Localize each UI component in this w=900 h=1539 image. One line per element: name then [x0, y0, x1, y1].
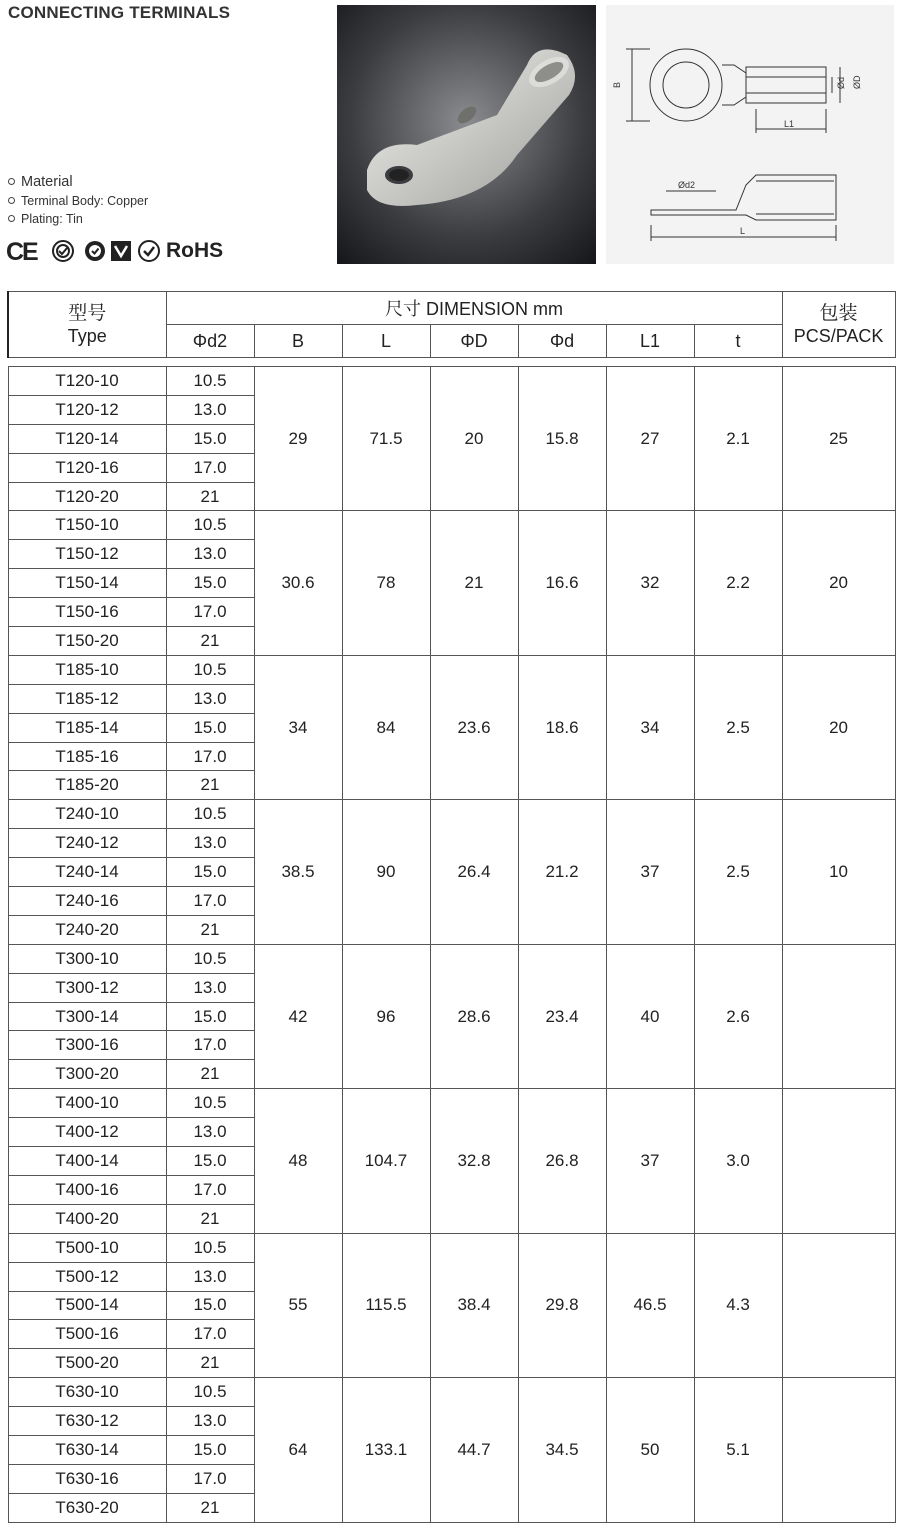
- table-row: [8, 1233, 895, 1262]
- cell-d2: 10.5: [166, 1233, 254, 1262]
- cell-l: 104.7: [342, 1089, 430, 1233]
- cell-pack: [782, 1378, 895, 1522]
- ccc-cert-icon: [52, 240, 74, 262]
- product-photo: [337, 5, 596, 264]
- cell-d2: 17.0: [166, 1320, 254, 1349]
- cell-type: T150-16: [8, 598, 166, 627]
- technical-drawing: [606, 5, 894, 264]
- cell-l1: 50: [606, 1378, 694, 1522]
- drawing-label-l: L: [740, 226, 746, 236]
- cell-b: 55: [254, 1233, 342, 1377]
- rohs-mark: RoHS: [166, 239, 224, 262]
- cell-d2: 10.5: [166, 1378, 254, 1407]
- cell-pack: [782, 944, 895, 1088]
- cell-type: T120-16: [8, 453, 166, 482]
- cell-d2: 17.0: [166, 1464, 254, 1493]
- cell-d2: 15.0: [166, 569, 254, 598]
- cell-pack: 20: [782, 511, 895, 655]
- cell-phi-d-small: 15.8: [518, 367, 606, 511]
- drawing-label-phi-d-small: Ød: [836, 76, 846, 89]
- cell-d2: 21: [166, 627, 254, 656]
- cell-type: T120-14: [8, 424, 166, 453]
- cell-l: 78: [342, 511, 430, 655]
- cell-l1: 46.5: [606, 1233, 694, 1377]
- cell-type: T500-20: [8, 1349, 166, 1378]
- cell-phi-d: 26.4: [430, 800, 518, 944]
- cell-type: T300-10: [8, 944, 166, 973]
- cell-type: T240-12: [8, 829, 166, 858]
- cell-d2: 21: [166, 1204, 254, 1233]
- cell-b: 42: [254, 944, 342, 1088]
- col-header-l: L: [342, 325, 430, 358]
- cell-type: T630-12: [8, 1407, 166, 1436]
- cell-pack: [782, 1233, 895, 1377]
- page-title: CONNECTING TERMINALS: [8, 3, 231, 22]
- material-heading-text: Material: [21, 174, 73, 190]
- cell-type: T500-10: [8, 1233, 166, 1262]
- cell-b: 64: [254, 1378, 342, 1522]
- drawing-label-b: B: [612, 81, 622, 88]
- cell-type: T120-20: [8, 482, 166, 511]
- cell-d2: 10.5: [166, 655, 254, 684]
- cell-type: T185-16: [8, 742, 166, 771]
- cell-phi-d-small: 26.8: [518, 1089, 606, 1233]
- ce-mark: CE: [6, 238, 37, 266]
- cell-d2: 13.0: [166, 829, 254, 858]
- cell-l: 84: [342, 655, 430, 799]
- cell-d2: 17.0: [166, 887, 254, 916]
- cell-l1: 34: [606, 655, 694, 799]
- spec-table-body: [8, 367, 895, 1523]
- cell-phi-d-small: 21.2: [518, 800, 606, 944]
- cell-d2: 21: [166, 1060, 254, 1089]
- cell-b: 48: [254, 1089, 342, 1233]
- cell-d2: 15.0: [166, 1147, 254, 1176]
- cell-d2: 13.0: [166, 1118, 254, 1147]
- cell-d2: 13.0: [166, 395, 254, 424]
- cell-l1: 32: [606, 511, 694, 655]
- cell-phi-d-small: 29.8: [518, 1233, 606, 1377]
- table-row: [8, 1089, 895, 1118]
- cell-l: 90: [342, 800, 430, 944]
- cell-l: 133.1: [342, 1378, 430, 1522]
- cell-type: T400-16: [8, 1175, 166, 1204]
- cell-d2: 15.0: [166, 1435, 254, 1464]
- bullet-icon: [8, 197, 15, 204]
- cell-d2: 21: [166, 1493, 254, 1522]
- cell-d2: 17.0: [166, 598, 254, 627]
- cell-type: T300-20: [8, 1060, 166, 1089]
- cell-d2: 13.0: [166, 540, 254, 569]
- cell-d2: 10.5: [166, 511, 254, 540]
- bullet-icon: [8, 178, 15, 185]
- cell-d2: 21: [166, 482, 254, 511]
- table-row: [8, 511, 895, 540]
- cell-d2: 10.5: [166, 800, 254, 829]
- cell-phi-d-small: 34.5: [518, 1378, 606, 1522]
- drawing-label-l1: L1: [784, 119, 795, 129]
- cell-type: T300-12: [8, 973, 166, 1002]
- cell-d2: 10.5: [166, 1089, 254, 1118]
- cell-l: 96: [342, 944, 430, 1088]
- cell-type: T630-16: [8, 1464, 166, 1493]
- cell-l: 71.5: [342, 367, 430, 511]
- cell-type: T400-10: [8, 1089, 166, 1118]
- cell-d2: 15.0: [166, 713, 254, 742]
- cell-d2: 21: [166, 1349, 254, 1378]
- cell-d2: 10.5: [166, 944, 254, 973]
- cell-phi-d: 23.6: [430, 655, 518, 799]
- cell-d2: 10.5: [166, 367, 254, 396]
- cell-type: T400-14: [8, 1147, 166, 1176]
- table-row: [8, 944, 895, 973]
- cell-type: T630-10: [8, 1378, 166, 1407]
- cell-t: 2.2: [694, 511, 782, 655]
- cell-type: T120-10: [8, 367, 166, 396]
- cell-type: T300-14: [8, 1002, 166, 1031]
- table-header-row: [8, 292, 895, 325]
- cell-b: 30.6: [254, 511, 342, 655]
- cell-t: 2.5: [694, 655, 782, 799]
- table-row: [8, 1378, 895, 1407]
- cell-type: T300-16: [8, 1031, 166, 1060]
- cell-d2: 15.0: [166, 1291, 254, 1320]
- iso-cert-icon: [110, 240, 132, 262]
- cell-pack: 10: [782, 800, 895, 944]
- cell-type: T185-20: [8, 771, 166, 800]
- cell-t: 2.5: [694, 800, 782, 944]
- cell-d2: 15.0: [166, 858, 254, 887]
- cell-l1: 40: [606, 944, 694, 1088]
- table-row: [8, 655, 895, 684]
- cell-type: T500-12: [8, 1262, 166, 1291]
- quality-cert-icon: [84, 240, 106, 262]
- cell-type: T630-20: [8, 1493, 166, 1522]
- cell-d2: 21: [166, 915, 254, 944]
- cell-type: T150-12: [8, 540, 166, 569]
- material-heading: [8, 174, 73, 190]
- cell-d2: 13.0: [166, 1262, 254, 1291]
- cell-l: 115.5: [342, 1233, 430, 1377]
- cell-type: T630-14: [8, 1435, 166, 1464]
- cell-t: 3.0: [694, 1089, 782, 1233]
- cell-t: 5.1: [694, 1378, 782, 1522]
- col-header-t: t: [694, 325, 782, 358]
- cell-phi-d: 21: [430, 511, 518, 655]
- cell-d2: 15.0: [166, 424, 254, 453]
- col-header-phi-d: ΦD: [430, 325, 518, 358]
- cell-b: 38.5: [254, 800, 342, 944]
- cell-phi-d-small: 16.6: [518, 511, 606, 655]
- spec-table: [7, 291, 896, 1523]
- cell-d2: 13.0: [166, 973, 254, 1002]
- cell-type: T400-20: [8, 1204, 166, 1233]
- material-line-plating: [8, 212, 83, 226]
- table-row: [8, 367, 895, 396]
- cell-b: 29: [254, 367, 342, 511]
- cell-phi-d: 38.4: [430, 1233, 518, 1377]
- material-line-text: Terminal Body: Copper: [21, 194, 149, 208]
- cell-pack: 25: [782, 367, 895, 511]
- cell-d2: 15.0: [166, 1002, 254, 1031]
- type-header: 型号 Type: [8, 292, 166, 358]
- cell-t: 4.3: [694, 1233, 782, 1377]
- cell-type: T150-20: [8, 627, 166, 656]
- cell-l1: 37: [606, 800, 694, 944]
- cell-l1: 27: [606, 367, 694, 511]
- cell-d2: 17.0: [166, 1175, 254, 1204]
- certification-logos: [6, 237, 246, 267]
- pack-header: 包装 PCS/PACK: [782, 292, 895, 358]
- cell-phi-d-small: 23.4: [518, 944, 606, 1088]
- drawing-label-phi-d2: Ød2: [678, 180, 696, 190]
- cell-phi-d: 44.7: [430, 1378, 518, 1522]
- cell-type: T240-10: [8, 800, 166, 829]
- cell-d2: 21: [166, 771, 254, 800]
- cell-type: T185-12: [8, 684, 166, 713]
- cell-type: T240-16: [8, 887, 166, 916]
- cell-type: T150-10: [8, 511, 166, 540]
- cell-pack: [782, 1089, 895, 1233]
- cell-type: T500-16: [8, 1320, 166, 1349]
- cell-phi-d: 28.6: [430, 944, 518, 1088]
- drawing-label-phi-d: ØD: [852, 75, 862, 89]
- dimension-header: 尺寸 DIMENSION mm: [166, 292, 782, 325]
- bullet-icon: [8, 215, 15, 222]
- cell-d2: 17.0: [166, 742, 254, 771]
- cell-type: T185-14: [8, 713, 166, 742]
- table-row: [8, 800, 895, 829]
- cell-type: T120-12: [8, 395, 166, 424]
- cell-type: T240-20: [8, 915, 166, 944]
- cell-type: T240-14: [8, 858, 166, 887]
- cell-t: 2.6: [694, 944, 782, 1088]
- sgs-cert-icon: [138, 240, 160, 262]
- cell-type: T185-10: [8, 655, 166, 684]
- col-header-d2: Φd2: [166, 325, 254, 358]
- cell-phi-d: 20: [430, 367, 518, 511]
- col-header-b: B: [254, 325, 342, 358]
- cell-l1: 37: [606, 1089, 694, 1233]
- cell-type: T400-12: [8, 1118, 166, 1147]
- col-header-l1: L1: [606, 325, 694, 358]
- cell-d2: 13.0: [166, 1407, 254, 1436]
- cell-d2: 17.0: [166, 1031, 254, 1060]
- cell-d2: 17.0: [166, 453, 254, 482]
- material-line-text: Plating: Tin: [21, 212, 83, 226]
- cell-type: T150-14: [8, 569, 166, 598]
- cell-b: 34: [254, 655, 342, 799]
- cell-pack: 20: [782, 655, 895, 799]
- cell-phi-d-small: 18.6: [518, 655, 606, 799]
- col-header-phi-d-small: Φd: [518, 325, 606, 358]
- cell-phi-d: 32.8: [430, 1089, 518, 1233]
- cell-t: 2.1: [694, 367, 782, 511]
- cell-type: T500-14: [8, 1291, 166, 1320]
- material-line-body: [8, 194, 148, 208]
- cell-d2: 13.0: [166, 684, 254, 713]
